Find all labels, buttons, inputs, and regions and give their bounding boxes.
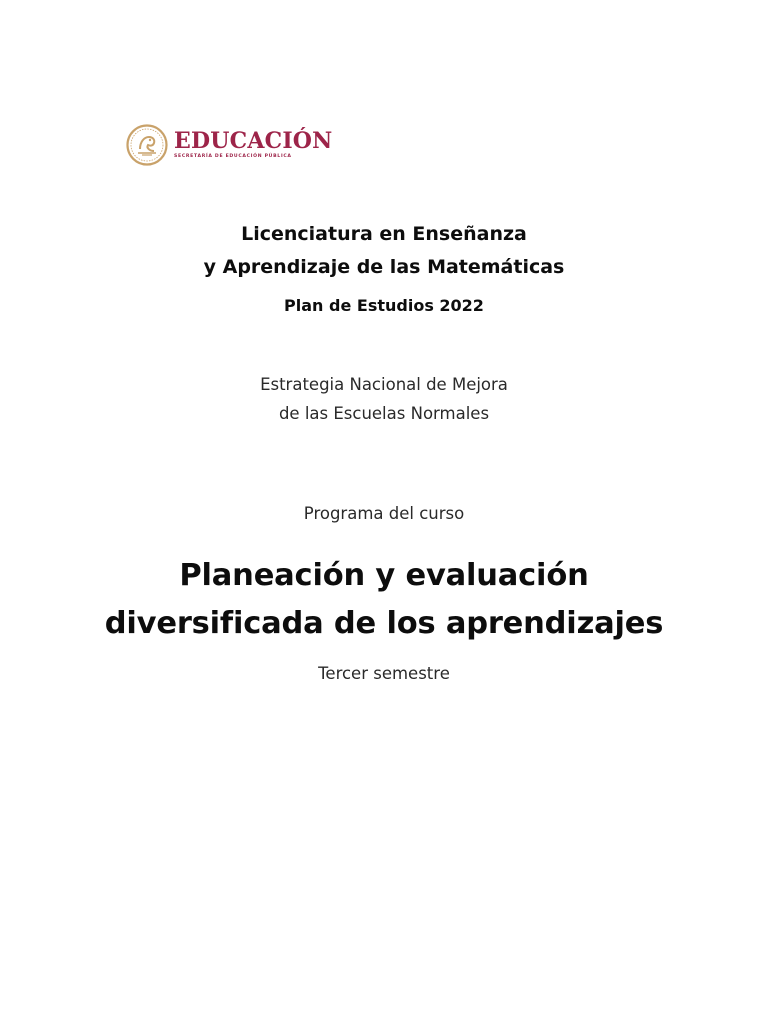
strategy-text <box>0 370 768 428</box>
strategy-line-2: de las Escuelas Normales <box>278 404 490 423</box>
program-label: Programa del curso <box>303 504 465 523</box>
national-seal-icon <box>126 124 168 166</box>
sep-logo <box>126 124 333 166</box>
study-plan: Plan de Estudios 2022 <box>284 296 484 315</box>
course-title <box>0 552 768 648</box>
logo-subtitle: SECRETARÍA DE EDUCACIÓN PÚBLICA <box>174 154 292 159</box>
semester-label: Tercer semestre <box>318 664 450 683</box>
course-title-line-1: Planeación y evaluación <box>179 558 589 593</box>
degree-title <box>0 218 768 284</box>
strategy-line-1: Estrategia Nacional de Mejora <box>260 375 508 394</box>
degree-title-line-2: y Aprendizaje de las Matemáticas <box>203 256 565 278</box>
logo-title: EDUCACIÓN <box>174 128 333 154</box>
degree-title-line-1: Licenciatura en Enseñanza <box>241 223 527 245</box>
course-title-line-2: diversificada de los aprendizajes <box>104 606 664 641</box>
